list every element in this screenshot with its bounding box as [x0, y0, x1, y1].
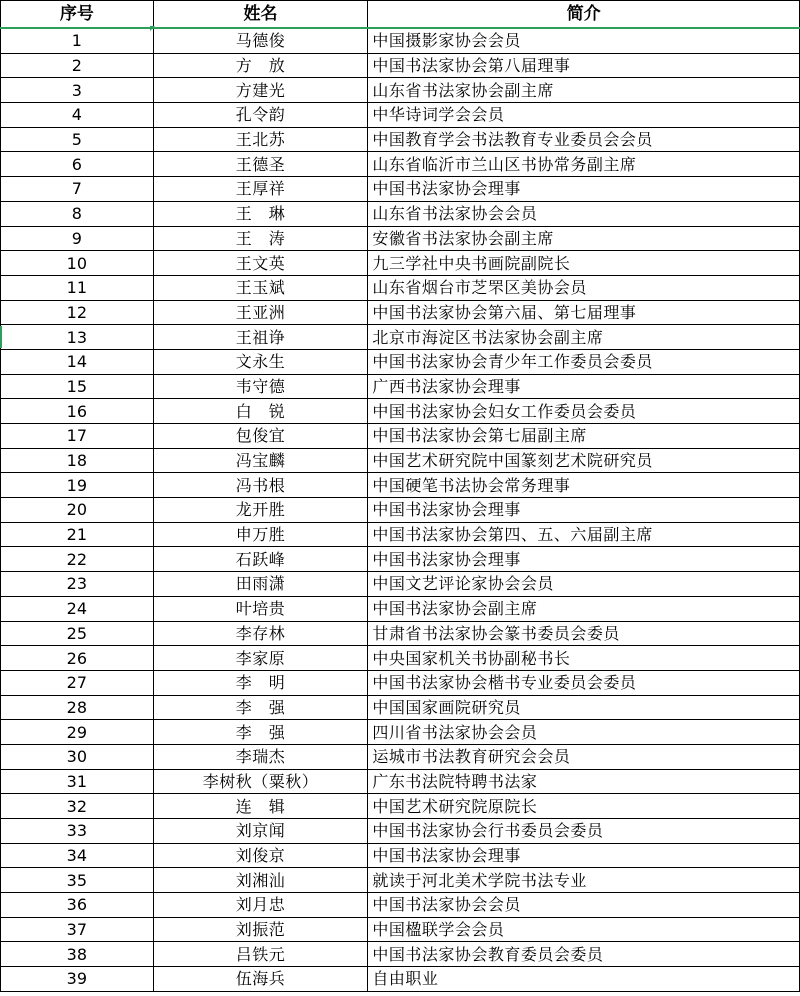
table-row [1, 744, 800, 769]
cell-name[interactable]: 包俊宜 [153, 424, 368, 449]
cell-index[interactable]: 34 [1, 843, 154, 868]
table-body [1, 28, 800, 991]
header-intro[interactable]: 简介 [368, 1, 800, 29]
cell-intro[interactable]: 山东省书法家协会副主席 [368, 78, 800, 103]
cell-name[interactable]: 冯宝麟 [153, 448, 368, 473]
table-row [1, 399, 800, 424]
cell-name[interactable]: 李树秋（粟秋） [153, 769, 368, 794]
cell-intro[interactable]: 北京市海淀区书法家协会副主席 [368, 325, 800, 350]
cell-index[interactable]: 2 [1, 53, 154, 78]
cell-index[interactable]: 36 [1, 893, 154, 918]
cell-intro[interactable]: 山东省书法家协会会员 [368, 201, 800, 226]
cell-index[interactable]: 8 [1, 201, 154, 226]
cell-name[interactable]: 王 涛 [153, 226, 368, 251]
cell-index[interactable]: 7 [1, 177, 154, 202]
cell-name[interactable]: 刘月忠 [153, 893, 368, 918]
cell-intro[interactable]: 中国书法家协会楷书专业委员会委员 [368, 670, 800, 695]
cell-intro[interactable]: 中国书法家协会第六届、第七届理事 [368, 300, 800, 325]
table-row [1, 621, 800, 646]
table-row [1, 226, 800, 251]
cell-name[interactable]: 吕铁元 [153, 942, 368, 967]
table-row [1, 152, 800, 177]
table-row [1, 522, 800, 547]
table-row [1, 547, 800, 572]
cell-name[interactable]: 刘俊京 [153, 843, 368, 868]
table-row [1, 769, 800, 794]
cell-intro[interactable]: 中国书法家协会第四、五、六届副主席 [368, 522, 800, 547]
cell-index[interactable]: 5 [1, 127, 154, 152]
cell-name[interactable]: 王北苏 [153, 127, 368, 152]
cell-name[interactable]: 王祖诤 [153, 325, 368, 350]
cell-index[interactable]: 12 [1, 300, 154, 325]
cell-index[interactable]: 14 [1, 349, 154, 374]
cell-intro[interactable]: 中国艺术研究院原院长 [368, 794, 800, 819]
cell-intro[interactable]: 山东省临沂市兰山区书协常务副主席 [368, 152, 800, 177]
table-row [1, 127, 800, 152]
cell-name[interactable]: 刘京闻 [153, 819, 368, 844]
table-row [1, 917, 800, 942]
table-row [1, 572, 800, 597]
cell-intro[interactable]: 中国书法家协会青少年工作委员会委员 [368, 349, 800, 374]
cell-index[interactable]: 30 [1, 744, 154, 769]
cell-name[interactable]: 李家原 [153, 646, 368, 671]
cell-selection-marker [150, 26, 155, 31]
table-row [1, 498, 800, 523]
table-row [1, 843, 800, 868]
table-row [1, 473, 800, 498]
cell-name[interactable]: 连 辑 [153, 794, 368, 819]
cell-name[interactable]: 孔令韵 [153, 103, 368, 128]
header-index[interactable]: 序号 [1, 1, 154, 29]
cell-index[interactable]: 10 [1, 251, 154, 276]
cell-index[interactable]: 22 [1, 547, 154, 572]
cell-index[interactable]: 28 [1, 695, 154, 720]
cell-intro[interactable]: 中国书法家协会教育委员会委员 [368, 942, 800, 967]
cell-intro[interactable]: 运城市书法教育研究会会员 [368, 744, 800, 769]
cell-name[interactable]: 文永生 [153, 349, 368, 374]
cell-intro[interactable]: 广西书法家协会理事 [368, 374, 800, 399]
cell-intro[interactable]: 九三学社中央书画院副院长 [368, 251, 800, 276]
table-row [1, 794, 800, 819]
table-row [1, 201, 800, 226]
cell-intro[interactable]: 中国教育学会书法教育专业委员会会员 [368, 127, 800, 152]
cell-name[interactable]: 冯书根 [153, 473, 368, 498]
cell-name[interactable]: 马德俊 [153, 28, 368, 53]
cell-index[interactable]: 29 [1, 720, 154, 745]
table-row [1, 275, 800, 300]
row-selection-edge [0, 326, 2, 348]
cell-intro[interactable]: 中国书法家协会会员 [368, 893, 800, 918]
cell-intro[interactable]: 广东书法院特聘书法家 [368, 769, 800, 794]
table-row [1, 300, 800, 325]
cell-intro[interactable]: 中国国家画院研究员 [368, 695, 800, 720]
table-row [1, 596, 800, 621]
cell-name[interactable]: 申万胜 [153, 522, 368, 547]
cell-index[interactable]: 13 [1, 325, 154, 350]
cell-intro[interactable]: 中国书法家协会副主席 [368, 596, 800, 621]
table-row [1, 325, 800, 350]
table-row [1, 424, 800, 449]
cell-index[interactable]: 31 [1, 769, 154, 794]
cell-name[interactable]: 李瑞杰 [153, 744, 368, 769]
cell-index[interactable]: 21 [1, 522, 154, 547]
cell-name[interactable]: 王德圣 [153, 152, 368, 177]
table-row [1, 893, 800, 918]
cell-index[interactable]: 37 [1, 917, 154, 942]
cell-intro[interactable]: 中国书法家协会理事 [368, 547, 800, 572]
table-row [1, 819, 800, 844]
cell-index[interactable]: 35 [1, 868, 154, 893]
table-row [1, 720, 800, 745]
cell-name[interactable]: 刘振范 [153, 917, 368, 942]
cell-name[interactable]: 王 琳 [153, 201, 368, 226]
table-row [1, 28, 800, 53]
cell-name[interactable]: 韦守德 [153, 374, 368, 399]
cell-intro[interactable]: 中国书法家协会理事 [368, 498, 800, 523]
cell-index[interactable]: 16 [1, 399, 154, 424]
cell-intro[interactable]: 中国艺术研究院中国篆刻艺术院研究员 [368, 448, 800, 473]
cell-intro[interactable]: 四川省书法家协会会员 [368, 720, 800, 745]
table-row [1, 53, 800, 78]
header-row [1, 1, 800, 29]
cell-intro[interactable]: 中国书法家协会行书委员会委员 [368, 819, 800, 844]
table-row [1, 349, 800, 374]
table-row [1, 103, 800, 128]
cell-name[interactable]: 王玉斌 [153, 275, 368, 300]
cell-index[interactable]: 20 [1, 498, 154, 523]
cell-intro[interactable]: 中国书法家协会理事 [368, 177, 800, 202]
cell-index[interactable]: 17 [1, 424, 154, 449]
cell-intro[interactable]: 甘肃省书法家协会篆书委员会委员 [368, 621, 800, 646]
cell-name[interactable]: 叶培贵 [153, 596, 368, 621]
cell-index[interactable]: 24 [1, 596, 154, 621]
cell-index[interactable]: 39 [1, 967, 154, 992]
header-name[interactable]: 姓名 [153, 1, 368, 29]
cell-intro[interactable]: 中国楹联学会会员 [368, 917, 800, 942]
table-row [1, 967, 800, 992]
table-row [1, 78, 800, 103]
table-row [1, 942, 800, 967]
cell-index[interactable]: 33 [1, 819, 154, 844]
cell-index[interactable]: 9 [1, 226, 154, 251]
table-row [1, 448, 800, 473]
cell-index[interactable]: 25 [1, 621, 154, 646]
table-row [1, 251, 800, 276]
cell-intro[interactable]: 中国书法家协会妇女工作委员会委员 [368, 399, 800, 424]
cell-intro[interactable]: 中国书法家协会第八届理事 [368, 53, 800, 78]
table-row [1, 670, 800, 695]
cell-name[interactable]: 李 强 [153, 695, 368, 720]
table-row [1, 695, 800, 720]
cell-name[interactable]: 伍海兵 [153, 967, 368, 992]
cell-intro[interactable]: 中华诗词学会会员 [368, 103, 800, 128]
cell-index[interactable]: 4 [1, 103, 154, 128]
cell-index[interactable]: 11 [1, 275, 154, 300]
cell-intro[interactable]: 中国文艺评论家协会会员 [368, 572, 800, 597]
cell-index[interactable]: 18 [1, 448, 154, 473]
cell-name[interactable]: 王厚祥 [153, 177, 368, 202]
cell-name[interactable]: 王亚洲 [153, 300, 368, 325]
cell-index[interactable]: 3 [1, 78, 154, 103]
cell-name[interactable]: 王文英 [153, 251, 368, 276]
cell-name[interactable]: 石跃峰 [153, 547, 368, 572]
cell-index[interactable]: 23 [1, 572, 154, 597]
cell-intro[interactable]: 中央国家机关书协副秘书长 [368, 646, 800, 671]
table-row [1, 646, 800, 671]
cell-index[interactable]: 32 [1, 794, 154, 819]
cell-name[interactable]: 方建光 [153, 78, 368, 103]
table-row [1, 868, 800, 893]
cell-intro[interactable]: 中国硬笔书法协会常务理事 [368, 473, 800, 498]
cell-name[interactable]: 方 放 [153, 53, 368, 78]
cell-intro[interactable]: 安徽省书法家协会副主席 [368, 226, 800, 251]
cell-index[interactable]: 19 [1, 473, 154, 498]
cell-name[interactable]: 李 明 [153, 670, 368, 695]
cell-intro[interactable]: 中国摄影家协会会员 [368, 28, 800, 53]
table-row [1, 374, 800, 399]
table-row [1, 177, 800, 202]
cell-intro[interactable]: 中国书法家协会理事 [368, 843, 800, 868]
cell-index[interactable]: 6 [1, 152, 154, 177]
cell-index[interactable]: 26 [1, 646, 154, 671]
cell-name[interactable]: 刘湘汕 [153, 868, 368, 893]
cell-intro[interactable]: 山东省烟台市芝罘区美协会员 [368, 275, 800, 300]
cell-index[interactable]: 38 [1, 942, 154, 967]
cell-index[interactable]: 1 [1, 28, 154, 53]
cell-name[interactable]: 龙开胜 [153, 498, 368, 523]
cell-name[interactable]: 白 锐 [153, 399, 368, 424]
cell-intro[interactable]: 自由职业 [368, 967, 800, 992]
cell-intro[interactable]: 就读于河北美术学院书法专业 [368, 868, 800, 893]
cell-intro[interactable]: 中国书法家协会第七届副主席 [368, 424, 800, 449]
cell-name[interactable]: 田雨潇 [153, 572, 368, 597]
cell-index[interactable]: 27 [1, 670, 154, 695]
cell-name[interactable]: 李 强 [153, 720, 368, 745]
cell-name[interactable]: 李存林 [153, 621, 368, 646]
cell-index[interactable]: 15 [1, 374, 154, 399]
